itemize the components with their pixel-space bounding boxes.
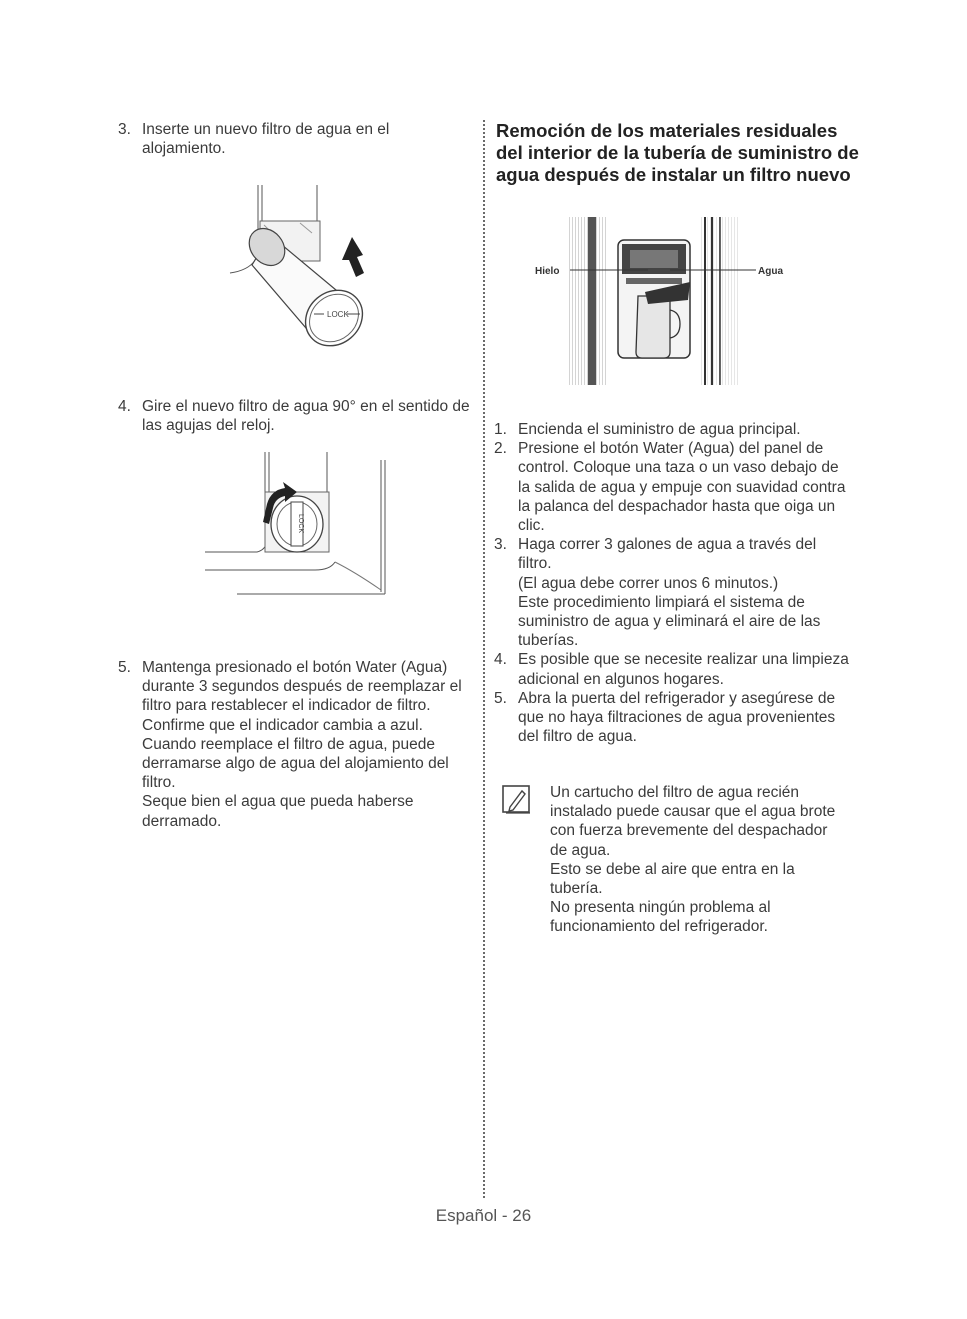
- text-line: tuberías.: [518, 632, 579, 650]
- step-text: [518, 439, 845, 535]
- text-line: derramado.: [142, 812, 222, 830]
- text-line: Abra la puerta del refrigerador y asegúrese de: [518, 689, 836, 707]
- text-line: filtro para restablecer el indicador de filtro.: [142, 697, 431, 715]
- text-line: clic.: [518, 517, 545, 535]
- text-line: funcionamiento del refrigerador.: [550, 918, 768, 936]
- text-line: control. Coloque una taza o un vaso debajo de: [518, 459, 839, 477]
- text-line: Cuando reemplace el filtro de agua, puede: [142, 735, 435, 753]
- text-line: la salida de agua y empuje con suavidad contra: [518, 478, 846, 496]
- text-line: Presione el botón Water (Agua) del panel de: [518, 440, 824, 458]
- text-line: Esto se debe al aire que entra en la: [550, 860, 795, 878]
- step-number: 3.: [494, 536, 507, 554]
- text-line: Gire el nuevo filtro de agua 90° en el sentido de: [142, 398, 470, 415]
- step-text: [518, 650, 849, 688]
- heading-line: Remoción de los materiales residuales: [496, 120, 838, 141]
- step-number: 3.: [118, 121, 131, 138]
- note-text: [550, 783, 835, 937]
- filter-insert-illustration: [222, 185, 382, 370]
- heading-line: del interior de la tubería de suministro de: [496, 142, 859, 163]
- step-5: [118, 658, 462, 831]
- text-line: Inserte un nuevo filtro de agua en el: [142, 121, 390, 138]
- lock-label: LOCK: [297, 514, 304, 534]
- right-step-4: [494, 650, 864, 688]
- text-line: No presenta ningún problema al: [550, 899, 771, 917]
- step-number: 5.: [494, 689, 507, 707]
- step-number: 5.: [118, 659, 131, 676]
- text-line: suministro de agua y eliminará el aire de las: [518, 613, 821, 631]
- step-text: [142, 120, 389, 158]
- text-line: Confirme que el indicador cambia a azul.: [142, 716, 423, 734]
- step-text: [142, 658, 462, 831]
- text-line: Encienda el suministro de agua principal.: [518, 421, 801, 438]
- step-number: 1.: [494, 421, 507, 438]
- text-line: (El agua debe correr unos 6 minutos.): [518, 574, 779, 592]
- text-line: Es posible que se necesite realizar una limpieza: [518, 651, 849, 669]
- text-line: del filtro de agua.: [518, 728, 637, 746]
- text-line: Seque bien el agua que pueda haberse: [142, 793, 414, 811]
- text-line: Mantenga presionado el botón Water (Agua): [142, 659, 448, 676]
- right-step-1: [494, 420, 864, 439]
- text-line: Este procedimiento limpiará el sistema de: [518, 593, 805, 611]
- lock-label: LOCK: [327, 310, 349, 319]
- heading-line: agua después de instalar un filtro nuevo: [496, 164, 851, 185]
- text-line: filtro.: [518, 555, 552, 573]
- right-steps: [494, 420, 864, 746]
- step-number: 2.: [494, 440, 507, 458]
- page-footer: Español - 26: [435, 1206, 532, 1225]
- dispenser-illustration: [530, 212, 800, 387]
- text-line: las agujas del reloj.: [142, 417, 275, 435]
- ice-label: Hielo: [535, 266, 560, 277]
- insert-arrow-icon: [342, 237, 364, 277]
- step-3: [118, 120, 389, 158]
- section-heading: [496, 120, 876, 186]
- text-line: la palanca del despachador hasta que oiga un: [518, 497, 836, 515]
- text-line: instalado puede causar que el agua brote: [550, 803, 836, 821]
- note-icon: [500, 783, 534, 817]
- water-label: Agua: [758, 266, 783, 277]
- step-4: [118, 397, 470, 435]
- text-line: Un cartucho del filtro de agua recién: [550, 784, 800, 801]
- step-text: [518, 535, 820, 650]
- text-line: de agua.: [550, 841, 611, 859]
- step-number: 4.: [118, 398, 131, 415]
- step-text: [518, 689, 835, 747]
- text-line: adicional en algunos hogares.: [518, 670, 724, 688]
- text-line: durante 3 segundos después de reemplazar el: [142, 678, 462, 696]
- note-box: [500, 783, 835, 937]
- right-step-3: [494, 535, 864, 650]
- text-line: filtro.: [142, 774, 176, 792]
- right-step-5: [494, 689, 864, 747]
- text-line: derramarse algo de agua del alojamiento del: [142, 755, 449, 773]
- filter-rotate-illustration: [205, 452, 390, 602]
- step-text: [142, 397, 470, 435]
- text-line: alojamiento.: [142, 140, 226, 158]
- step-number: 4.: [494, 651, 507, 669]
- text-line: con fuerza brevemente del despachador: [550, 822, 828, 840]
- column-divider: [483, 120, 485, 1198]
- text-line: tubería.: [550, 880, 603, 898]
- text-line: Haga correr 3 galones de agua a través del: [518, 536, 817, 554]
- text-line: que no haya filtraciones de agua provenientes: [518, 709, 836, 727]
- step-text: [518, 420, 801, 439]
- right-step-2: [494, 439, 864, 535]
